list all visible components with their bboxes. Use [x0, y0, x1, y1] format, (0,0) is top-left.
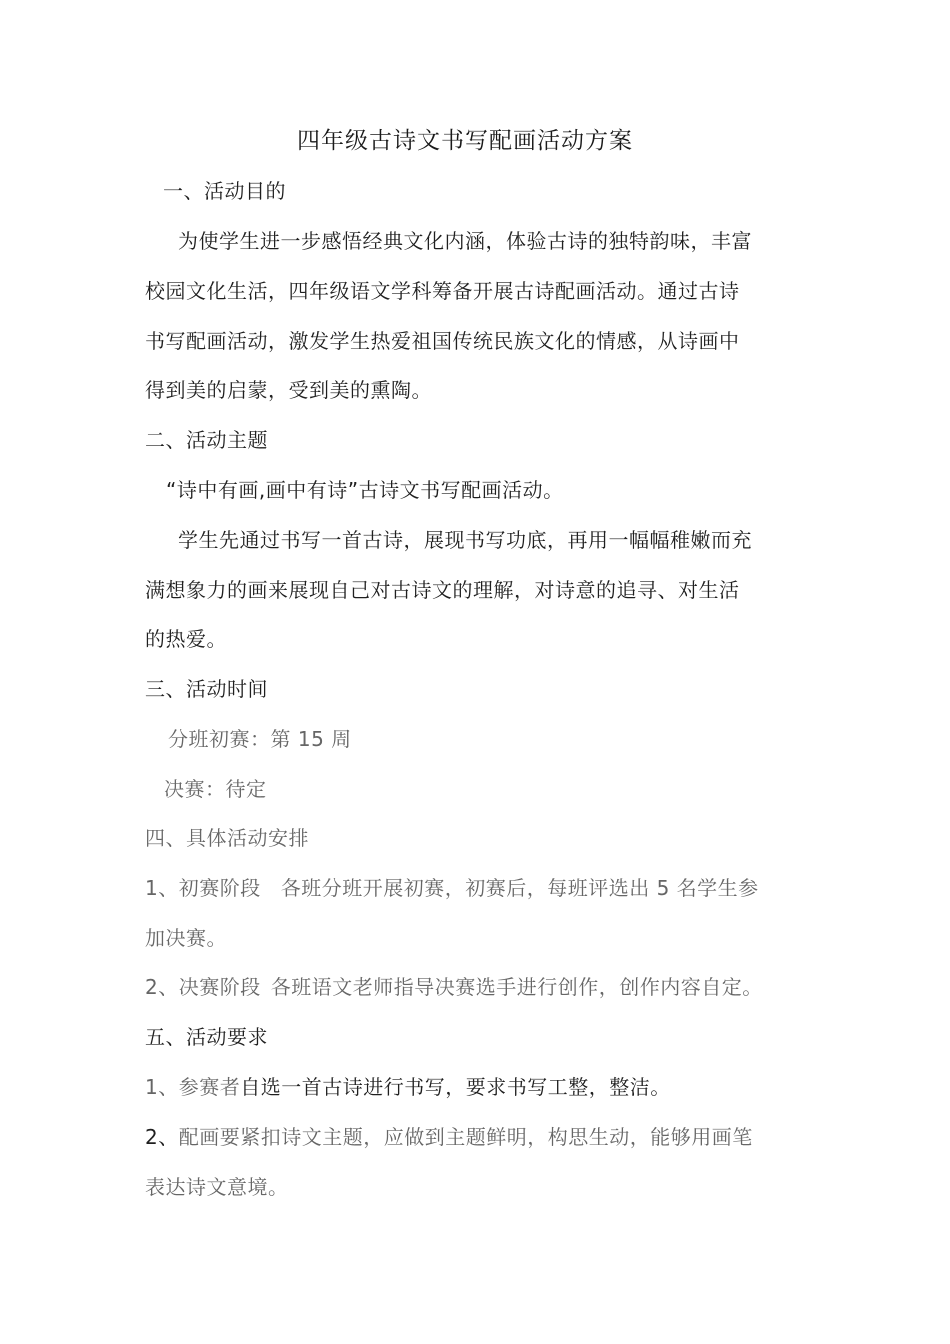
paragraph-line: 满想象力的画来展现自己对古诗文的理解，对诗意的追寻、对生活: [145, 578, 740, 602]
requirement-item-2: [145, 1122, 753, 1152]
section-heading-purpose: 一、活动目的: [163, 179, 286, 203]
paragraph-line: 的热爱。: [145, 627, 227, 651]
paragraph-line: 书写配画活动，激发学生热爱祖国传统民族文化的情感，从诗画中: [145, 329, 740, 353]
arrangement-item-2: [145, 972, 763, 1002]
prelim-time: 分班初赛：第 15 周: [168, 727, 352, 751]
section-heading-time: 三、活动时间: [145, 677, 268, 701]
paragraph-line: 为使学生进一步感悟经典文化内涵，体验古诗的独特韵味，丰富: [178, 229, 752, 253]
theme-slogan: “诗中有画,画中有诗”古诗文书写配画活动。: [166, 478, 564, 502]
final-time: 决赛：待定: [164, 777, 267, 801]
arrangement-item-2-label: 2、决赛阶段: [145, 975, 261, 999]
arrangement-item-1-text: 各班分班开展初赛，初赛后，每班评选出 5 名学生参: [280, 876, 759, 900]
requirement-item-1-text: 自选一首古诗进行书写，要求书写工整，整洁。: [240, 1075, 671, 1099]
arrangement-item-2-text: 各班语文老师指导决赛选手进行创作，创作内容自定。: [270, 975, 763, 999]
arrangement-item-1-cont: 加决赛。: [145, 926, 227, 950]
paragraph-line: 校园文化生活，四年级语文学科筹备开展古诗配画活动。通过古诗: [145, 279, 740, 303]
requirement-item-2-cont: 表达诗文意境。: [145, 1175, 289, 1199]
section-heading-arrangement: 四、具体活动安排: [145, 826, 309, 850]
requirement-item-2-number: 2、: [145, 1125, 179, 1149]
arrangement-item-1: [145, 873, 759, 903]
arrangement-item-1-label: 1、初赛阶段: [145, 876, 261, 900]
paragraph-line: 学生先通过书写一首古诗，展现书写功底，再用一幅幅稚嫩而充: [178, 528, 752, 552]
section-heading-requirements: 五、活动要求: [145, 1025, 268, 1049]
requirement-item-1-label: 1、参赛者: [145, 1075, 241, 1099]
requirement-item-1: [145, 1072, 671, 1102]
requirement-item-2-text: 配画要紧扣诗文主题，应做到主题鲜明，构思生动，能够用画笔: [178, 1125, 753, 1149]
section-heading-theme: 二、活动主题: [145, 428, 268, 452]
document-title: 四年级古诗文书写配画活动方案: [297, 128, 633, 154]
paragraph-line: 得到美的启蒙，受到美的熏陶。: [145, 378, 432, 402]
